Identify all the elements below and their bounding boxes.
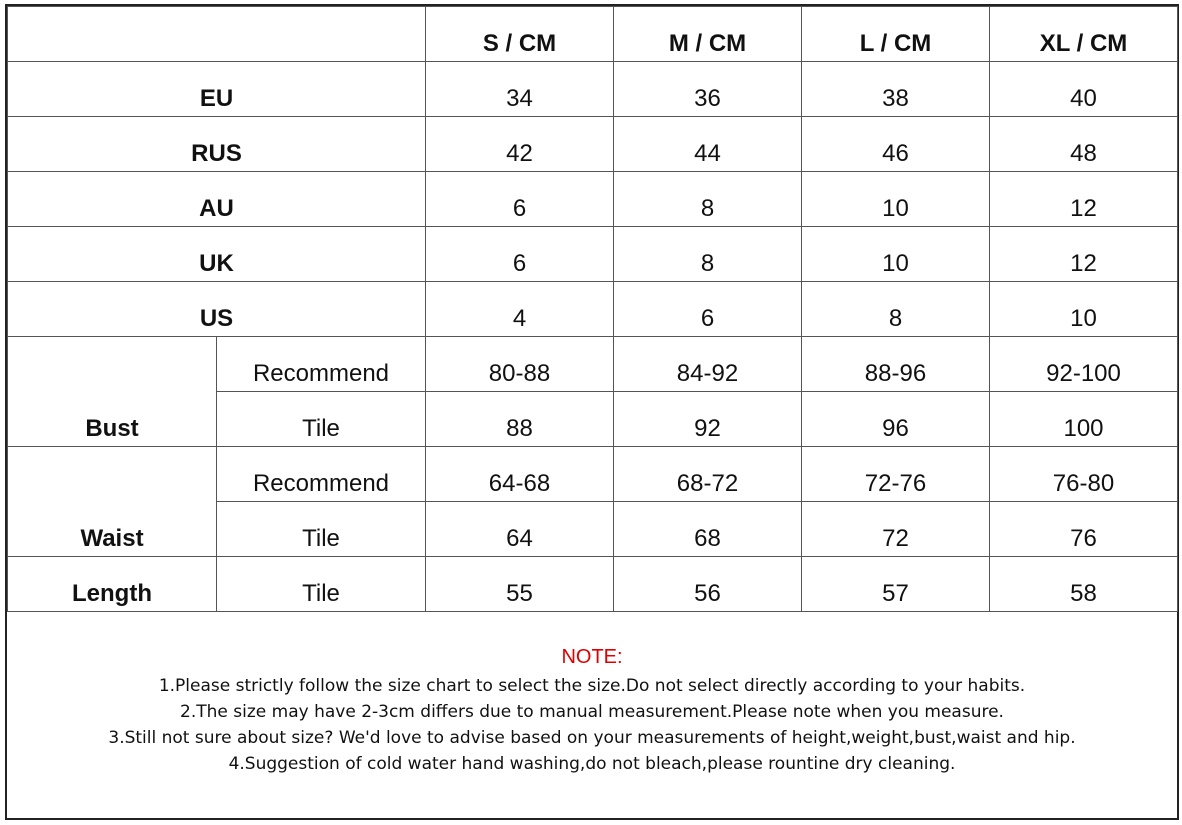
- table-cell: 6: [426, 227, 614, 282]
- table-cell: 88-96: [802, 337, 990, 392]
- group-label: Bust: [8, 337, 217, 447]
- table-cell: 56: [614, 557, 802, 612]
- table-cell: 48: [990, 117, 1178, 172]
- table-cell: 12: [990, 227, 1178, 282]
- note-line-2: 2.The size may have 2-3cm differs due to manual measurement.Please note when you measure.: [180, 702, 1004, 722]
- table-cell: 10: [990, 282, 1178, 337]
- table-cell: 40: [990, 62, 1178, 117]
- header-cell-s: S / CM: [426, 7, 614, 62]
- table-cell: 46: [802, 117, 990, 172]
- table-cell: 88: [426, 392, 614, 447]
- size-table: [7, 6, 1178, 612]
- table-cell: 8: [614, 227, 802, 282]
- table-cell: 64-68: [426, 447, 614, 502]
- note-title: NOTE:: [561, 646, 623, 668]
- table-row: [8, 337, 1178, 392]
- table-row: [8, 227, 1178, 282]
- row-label: AU: [8, 172, 426, 227]
- table-cell: 12: [990, 172, 1178, 227]
- table-cell: 72-76: [802, 447, 990, 502]
- table-cell: 44: [614, 117, 802, 172]
- measure-type-label: Recommend: [217, 447, 426, 502]
- table-cell: 42: [426, 117, 614, 172]
- table-cell: 36: [614, 62, 802, 117]
- group-label: Length: [8, 557, 217, 612]
- table-row: [8, 117, 1178, 172]
- table-cell: 34: [426, 62, 614, 117]
- measure-type-label: Recommend: [217, 337, 426, 392]
- table-row: [8, 172, 1178, 227]
- row-label: US: [8, 282, 426, 337]
- table-cell: 64: [426, 502, 614, 557]
- table-cell: 80-88: [426, 337, 614, 392]
- table-cell: 58: [990, 557, 1178, 612]
- size-chart-sheet: [5, 4, 1179, 820]
- table-cell: 6: [614, 282, 802, 337]
- table-row: [8, 62, 1178, 117]
- table-cell: 76: [990, 502, 1178, 557]
- table-cell: 4: [426, 282, 614, 337]
- measure-type-label: Tile: [217, 392, 426, 447]
- header-cell-corner: [8, 7, 426, 62]
- row-label: UK: [8, 227, 426, 282]
- table-cell: 68-72: [614, 447, 802, 502]
- table-row: [8, 282, 1178, 337]
- table-cell: 10: [802, 227, 990, 282]
- table-cell: 96: [802, 392, 990, 447]
- header-cell-l: L / CM: [802, 7, 990, 62]
- table-cell: 57: [802, 557, 990, 612]
- note-line-1: 1.Please strictly follow the size chart to select the size.Do not select directly according to your habits.: [158, 676, 1026, 696]
- notes-section: [7, 646, 1177, 777]
- table-cell: 10: [802, 172, 990, 227]
- note-line-3: 3.Still not sure about size? We'd love to advise based on your measurements of height,weight,bust,waist and hip.: [108, 728, 1076, 748]
- measure-type-label: Tile: [217, 502, 426, 557]
- table-cell: 92-100: [990, 337, 1178, 392]
- row-label: EU: [8, 62, 426, 117]
- table-cell: 8: [802, 282, 990, 337]
- table-cell: 38: [802, 62, 990, 117]
- table-cell: 8: [614, 172, 802, 227]
- table-row: [8, 557, 1178, 612]
- table-cell: 6: [426, 172, 614, 227]
- table-cell: 84-92: [614, 337, 802, 392]
- header-row: [8, 7, 1178, 62]
- table-cell: 72: [802, 502, 990, 557]
- header-cell-xl: XL / CM: [990, 7, 1178, 62]
- row-label: RUS: [8, 117, 426, 172]
- table-row: [8, 447, 1178, 502]
- table-cell: 68: [614, 502, 802, 557]
- table-cell: 92: [614, 392, 802, 447]
- table-cell: 100: [990, 392, 1178, 447]
- header-cell-m: M / CM: [614, 7, 802, 62]
- table-cell: 55: [426, 557, 614, 612]
- note-line-4: 4.Suggestion of cold water hand washing,do not bleach,please rountine dry cleaning.: [228, 754, 956, 774]
- measure-type-label: Tile: [217, 557, 426, 612]
- group-label: Waist: [8, 447, 217, 557]
- table-cell: 76-80: [990, 447, 1178, 502]
